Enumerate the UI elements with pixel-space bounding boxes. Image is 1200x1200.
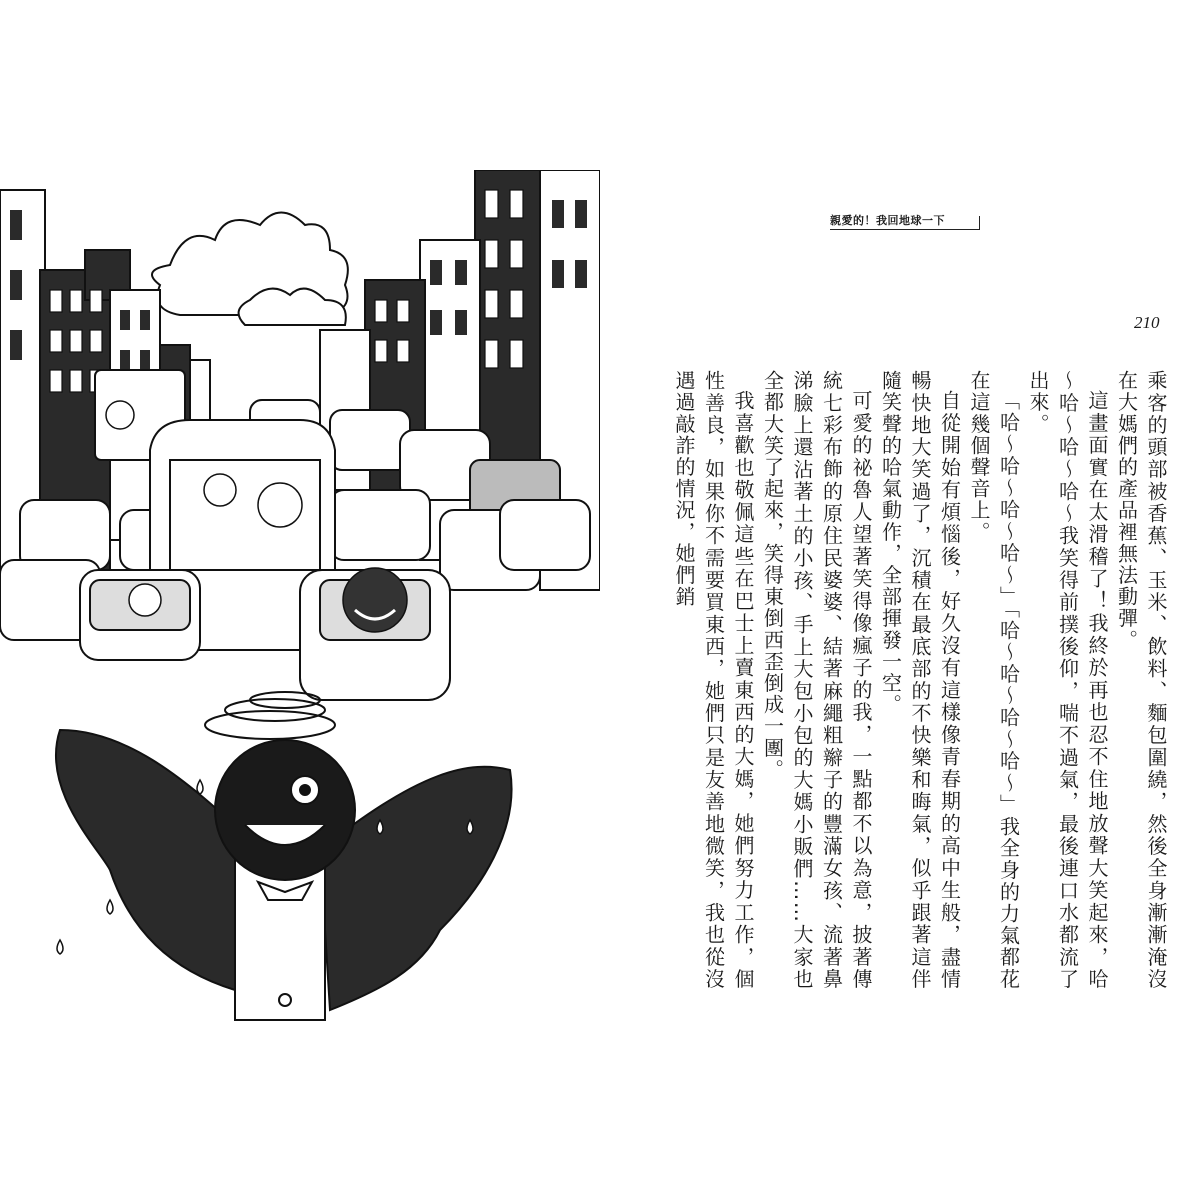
paragraph-2: 這畫面實在太滑稽了！我終於再也忍不住地放聲大笑起來，哈～哈～哈～哈～我笑得前撲後仰，喘不過氣，最後連口水都流了出來。 [1026, 370, 1109, 990]
paragraph-4: 自從開始有煩惱後，好久沒有這樣像青春期的高中生般，盡情暢快地大笑過了，沉積在最底部的不快樂和晦氣，似乎跟著這伴隨笑聲的哈氣動作，全部揮發一空。 [878, 370, 962, 990]
paragraph-3: 「哈～哈～哈～哈～」「哈～哈～哈～哈～」我全身的力氣都花在這幾個聲音上。 [967, 370, 1021, 990]
body-text [672, 370, 1170, 990]
paragraph-5: 可愛的祕魯人望著笑得像瘋子的我，一點都不以為意，披著傳統七彩布飾的原住民婆婆、結著麻繩粗辮子的豐滿女孩、流著鼻涕臉上還沾著土的小孩、手上大包小包的大媽小販們……大家也全都大笑了起來，笑得東倒西歪倒成一團。 [760, 370, 873, 990]
page-number: 210 [1134, 313, 1160, 332]
paragraph-6: 我喜歡也敬佩這些在巴士上賣東西的大媽，她們努力工作，個性善良，如果你不需要買東西，她們只是友善地微笑，我也從沒遇過敲詐的情況，她們銷 [672, 370, 755, 990]
manga-illustration [0, 170, 600, 1040]
running-header [830, 212, 980, 230]
book-title: 親愛的！我回地球一下 [830, 214, 945, 227]
header-rule-tick [979, 216, 980, 230]
paragraph-1: 乘客的頭部被香蕉、玉米、飲料、麵包圍繞，然後全身漸漸淹沒在大媽們的產品裡無法動彈。 [1114, 370, 1168, 990]
